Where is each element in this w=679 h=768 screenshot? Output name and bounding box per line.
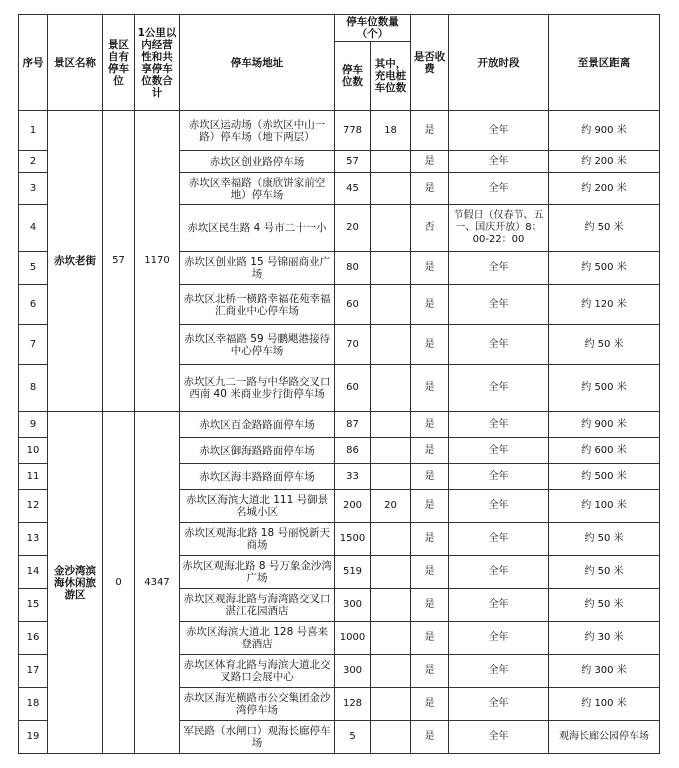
cell-distance: 约 200 米 (549, 173, 660, 205)
cell-fee: 是 (411, 556, 449, 589)
cell-seq: 16 (19, 622, 48, 655)
cell-fee: 是 (411, 111, 449, 151)
header-charging: 其中，充电桩车位数 (371, 42, 411, 111)
cell-spaces: 33 (335, 464, 371, 490)
cell-charging (371, 173, 411, 205)
cell-address: 赤坎区民生路 4 号市二十一小 (180, 205, 335, 252)
cell-spaces: 60 (335, 365, 371, 412)
cell-charging (371, 151, 411, 173)
cell-address: 赤坎区百金路路面停车场 (180, 412, 335, 438)
header-seq: 序号 (19, 15, 48, 111)
cell-spaces: 5 (335, 721, 371, 754)
cell-hours: 全年 (449, 173, 549, 205)
cell-address: 赤坎区幸福路（康欣饼家前空地）停车场 (180, 173, 335, 205)
cell-fee: 是 (411, 721, 449, 754)
cell-charging (371, 438, 411, 464)
cell-spaces: 45 (335, 173, 371, 205)
cell-charging: 20 (371, 490, 411, 523)
cell-fee: 是 (411, 173, 449, 205)
cell-distance: 约 900 米 (549, 111, 660, 151)
cell-hours: 节假日（仅春节、五一、国庆开放）8：00-22：00 (449, 205, 549, 252)
cell-address: 赤坎区海丰路路面停车场 (180, 464, 335, 490)
cell-address: 赤坎区御海路路面停车场 (180, 438, 335, 464)
cell-fee: 是 (411, 365, 449, 412)
cell-seq: 8 (19, 365, 48, 412)
cell-seq: 7 (19, 325, 48, 365)
cell-hours: 全年 (449, 412, 549, 438)
cell-hours: 全年 (449, 111, 549, 151)
cell-distance: 约 500 米 (549, 464, 660, 490)
cell-hours: 全年 (449, 523, 549, 556)
cell-fee: 是 (411, 688, 449, 721)
cell-spaces: 80 (335, 252, 371, 285)
area-own: 0 (103, 412, 135, 754)
cell-seq: 1 (19, 111, 48, 151)
cell-distance: 约 300 米 (549, 655, 660, 688)
cell-address: 赤坎区九二一路与中华路交叉口西南 40 米商业步行街停车场 (180, 365, 335, 412)
cell-distance: 观海长廊公园停车场 (549, 721, 660, 754)
cell-charging (371, 589, 411, 622)
cell-fee: 是 (411, 490, 449, 523)
cell-spaces: 57 (335, 151, 371, 173)
cell-charging (371, 721, 411, 754)
cell-hours: 全年 (449, 688, 549, 721)
cell-fee: 是 (411, 285, 449, 325)
cell-fee: 是 (411, 252, 449, 285)
cell-address: 赤坎区北桥一横路幸福花苑幸福汇商业中心停车场 (180, 285, 335, 325)
cell-address: 赤坎区创业路 15 号锦丽商业广场 (180, 252, 335, 285)
cell-distance: 约 500 米 (549, 252, 660, 285)
cell-fee: 是 (411, 523, 449, 556)
cell-charging (371, 556, 411, 589)
cell-spaces: 778 (335, 111, 371, 151)
cell-charging (371, 523, 411, 556)
cell-hours: 全年 (449, 252, 549, 285)
cell-seq: 6 (19, 285, 48, 325)
cell-spaces: 300 (335, 589, 371, 622)
cell-address: 赤坎区幸福路 59 号鹏飓港接待中心停车场 (180, 325, 335, 365)
cell-seq: 15 (19, 589, 48, 622)
cell-distance: 约 50 米 (549, 325, 660, 365)
cell-charging (371, 412, 411, 438)
cell-charging (371, 464, 411, 490)
cell-address: 军民路（水闸口）观海长廊停车场 (180, 721, 335, 754)
cell-address: 赤坎区观海北路与海湾路交叉口湛江花园酒店 (180, 589, 335, 622)
cell-address: 赤坎区创业路停车场 (180, 151, 335, 173)
cell-spaces: 20 (335, 205, 371, 252)
cell-seq: 5 (19, 252, 48, 285)
header-name: 景区名称 (48, 15, 103, 111)
cell-charging (371, 325, 411, 365)
cell-address: 赤坎区运动场（赤坎区中山一路）停车场（地下两层） (180, 111, 335, 151)
cell-charging (371, 688, 411, 721)
header-spaces: 停车位数 (335, 42, 371, 111)
cell-fee: 是 (411, 412, 449, 438)
area-name: 赤坎老街 (48, 111, 103, 412)
cell-hours: 全年 (449, 151, 549, 173)
cell-seq: 11 (19, 464, 48, 490)
cell-address: 赤坎区海光横路市公交集团金沙湾停车场 (180, 688, 335, 721)
parking-table (18, 14, 660, 754)
cell-distance: 约 50 米 (549, 205, 660, 252)
header-radius: 1公里以内经营性和共享停车位数合计 (135, 15, 180, 111)
header-own: 景区自有停车位 (103, 15, 135, 111)
cell-spaces: 86 (335, 438, 371, 464)
cell-charging (371, 285, 411, 325)
cell-hours: 全年 (449, 655, 549, 688)
cell-address: 赤坎区海滨大道北 111 号御景名城小区 (180, 490, 335, 523)
cell-seq: 19 (19, 721, 48, 754)
cell-hours: 全年 (449, 589, 549, 622)
cell-spaces: 1500 (335, 523, 371, 556)
cell-fee: 是 (411, 151, 449, 173)
cell-distance: 约 50 米 (549, 556, 660, 589)
cell-fee: 是 (411, 438, 449, 464)
cell-address: 赤坎区观海北路 18 号丽悦新天商场 (180, 523, 335, 556)
cell-seq: 3 (19, 173, 48, 205)
cell-charging (371, 622, 411, 655)
cell-charging (371, 252, 411, 285)
header-fee: 是否收费 (411, 15, 449, 111)
cell-fee: 是 (411, 464, 449, 490)
cell-distance: 约 120 米 (549, 285, 660, 325)
cell-spaces: 87 (335, 412, 371, 438)
area-radius: 1170 (135, 111, 180, 412)
cell-fee: 是 (411, 655, 449, 688)
cell-seq: 10 (19, 438, 48, 464)
cell-spaces: 70 (335, 325, 371, 365)
cell-spaces: 200 (335, 490, 371, 523)
cell-distance: 约 600 米 (549, 438, 660, 464)
cell-distance: 约 200 米 (549, 151, 660, 173)
cell-distance: 约 50 米 (549, 589, 660, 622)
cell-fee: 是 (411, 325, 449, 365)
header-distance: 至景区距离 (549, 15, 660, 111)
cell-seq: 4 (19, 205, 48, 252)
cell-hours: 全年 (449, 721, 549, 754)
cell-distance: 约 100 米 (549, 490, 660, 523)
cell-hours: 全年 (449, 438, 549, 464)
area-name: 金沙湾滨海休闲旅游区 (48, 412, 103, 754)
cell-charging (371, 365, 411, 412)
header-address: 停车场地址 (180, 15, 335, 111)
cell-fee: 否 (411, 205, 449, 252)
area-own: 57 (103, 111, 135, 412)
cell-seq: 18 (19, 688, 48, 721)
cell-seq: 17 (19, 655, 48, 688)
cell-hours: 全年 (449, 622, 549, 655)
cell-address: 赤坎区海滨大道北 128 号喜来登酒店 (180, 622, 335, 655)
cell-distance: 约 500 米 (549, 365, 660, 412)
cell-hours: 全年 (449, 464, 549, 490)
cell-distance: 约 50 米 (549, 523, 660, 556)
cell-seq: 13 (19, 523, 48, 556)
cell-spaces: 60 (335, 285, 371, 325)
cell-seq: 12 (19, 490, 48, 523)
cell-spaces: 300 (335, 655, 371, 688)
header-hours: 开放时段 (449, 15, 549, 111)
cell-spaces: 519 (335, 556, 371, 589)
cell-fee: 是 (411, 589, 449, 622)
cell-hours: 全年 (449, 556, 549, 589)
cell-distance: 约 900 米 (549, 412, 660, 438)
cell-spaces: 128 (335, 688, 371, 721)
cell-address: 赤坎区观海北路 8 号万象金沙湾广场 (180, 556, 335, 589)
cell-seq: 14 (19, 556, 48, 589)
cell-charging: 18 (371, 111, 411, 151)
cell-distance: 约 30 米 (549, 622, 660, 655)
cell-hours: 全年 (449, 285, 549, 325)
cell-fee: 是 (411, 622, 449, 655)
cell-spaces: 1000 (335, 622, 371, 655)
cell-hours: 全年 (449, 365, 549, 412)
cell-charging (371, 205, 411, 252)
cell-distance: 约 100 米 (549, 688, 660, 721)
cell-seq: 9 (19, 412, 48, 438)
cell-seq: 2 (19, 151, 48, 173)
cell-hours: 全年 (449, 490, 549, 523)
cell-address: 赤坎区体育北路与海滨大道北交叉路口会展中心 (180, 655, 335, 688)
cell-charging (371, 655, 411, 688)
cell-hours: 全年 (449, 325, 549, 365)
header-count-group: 停车位数量（个） (335, 15, 411, 42)
area-radius: 4347 (135, 412, 180, 754)
